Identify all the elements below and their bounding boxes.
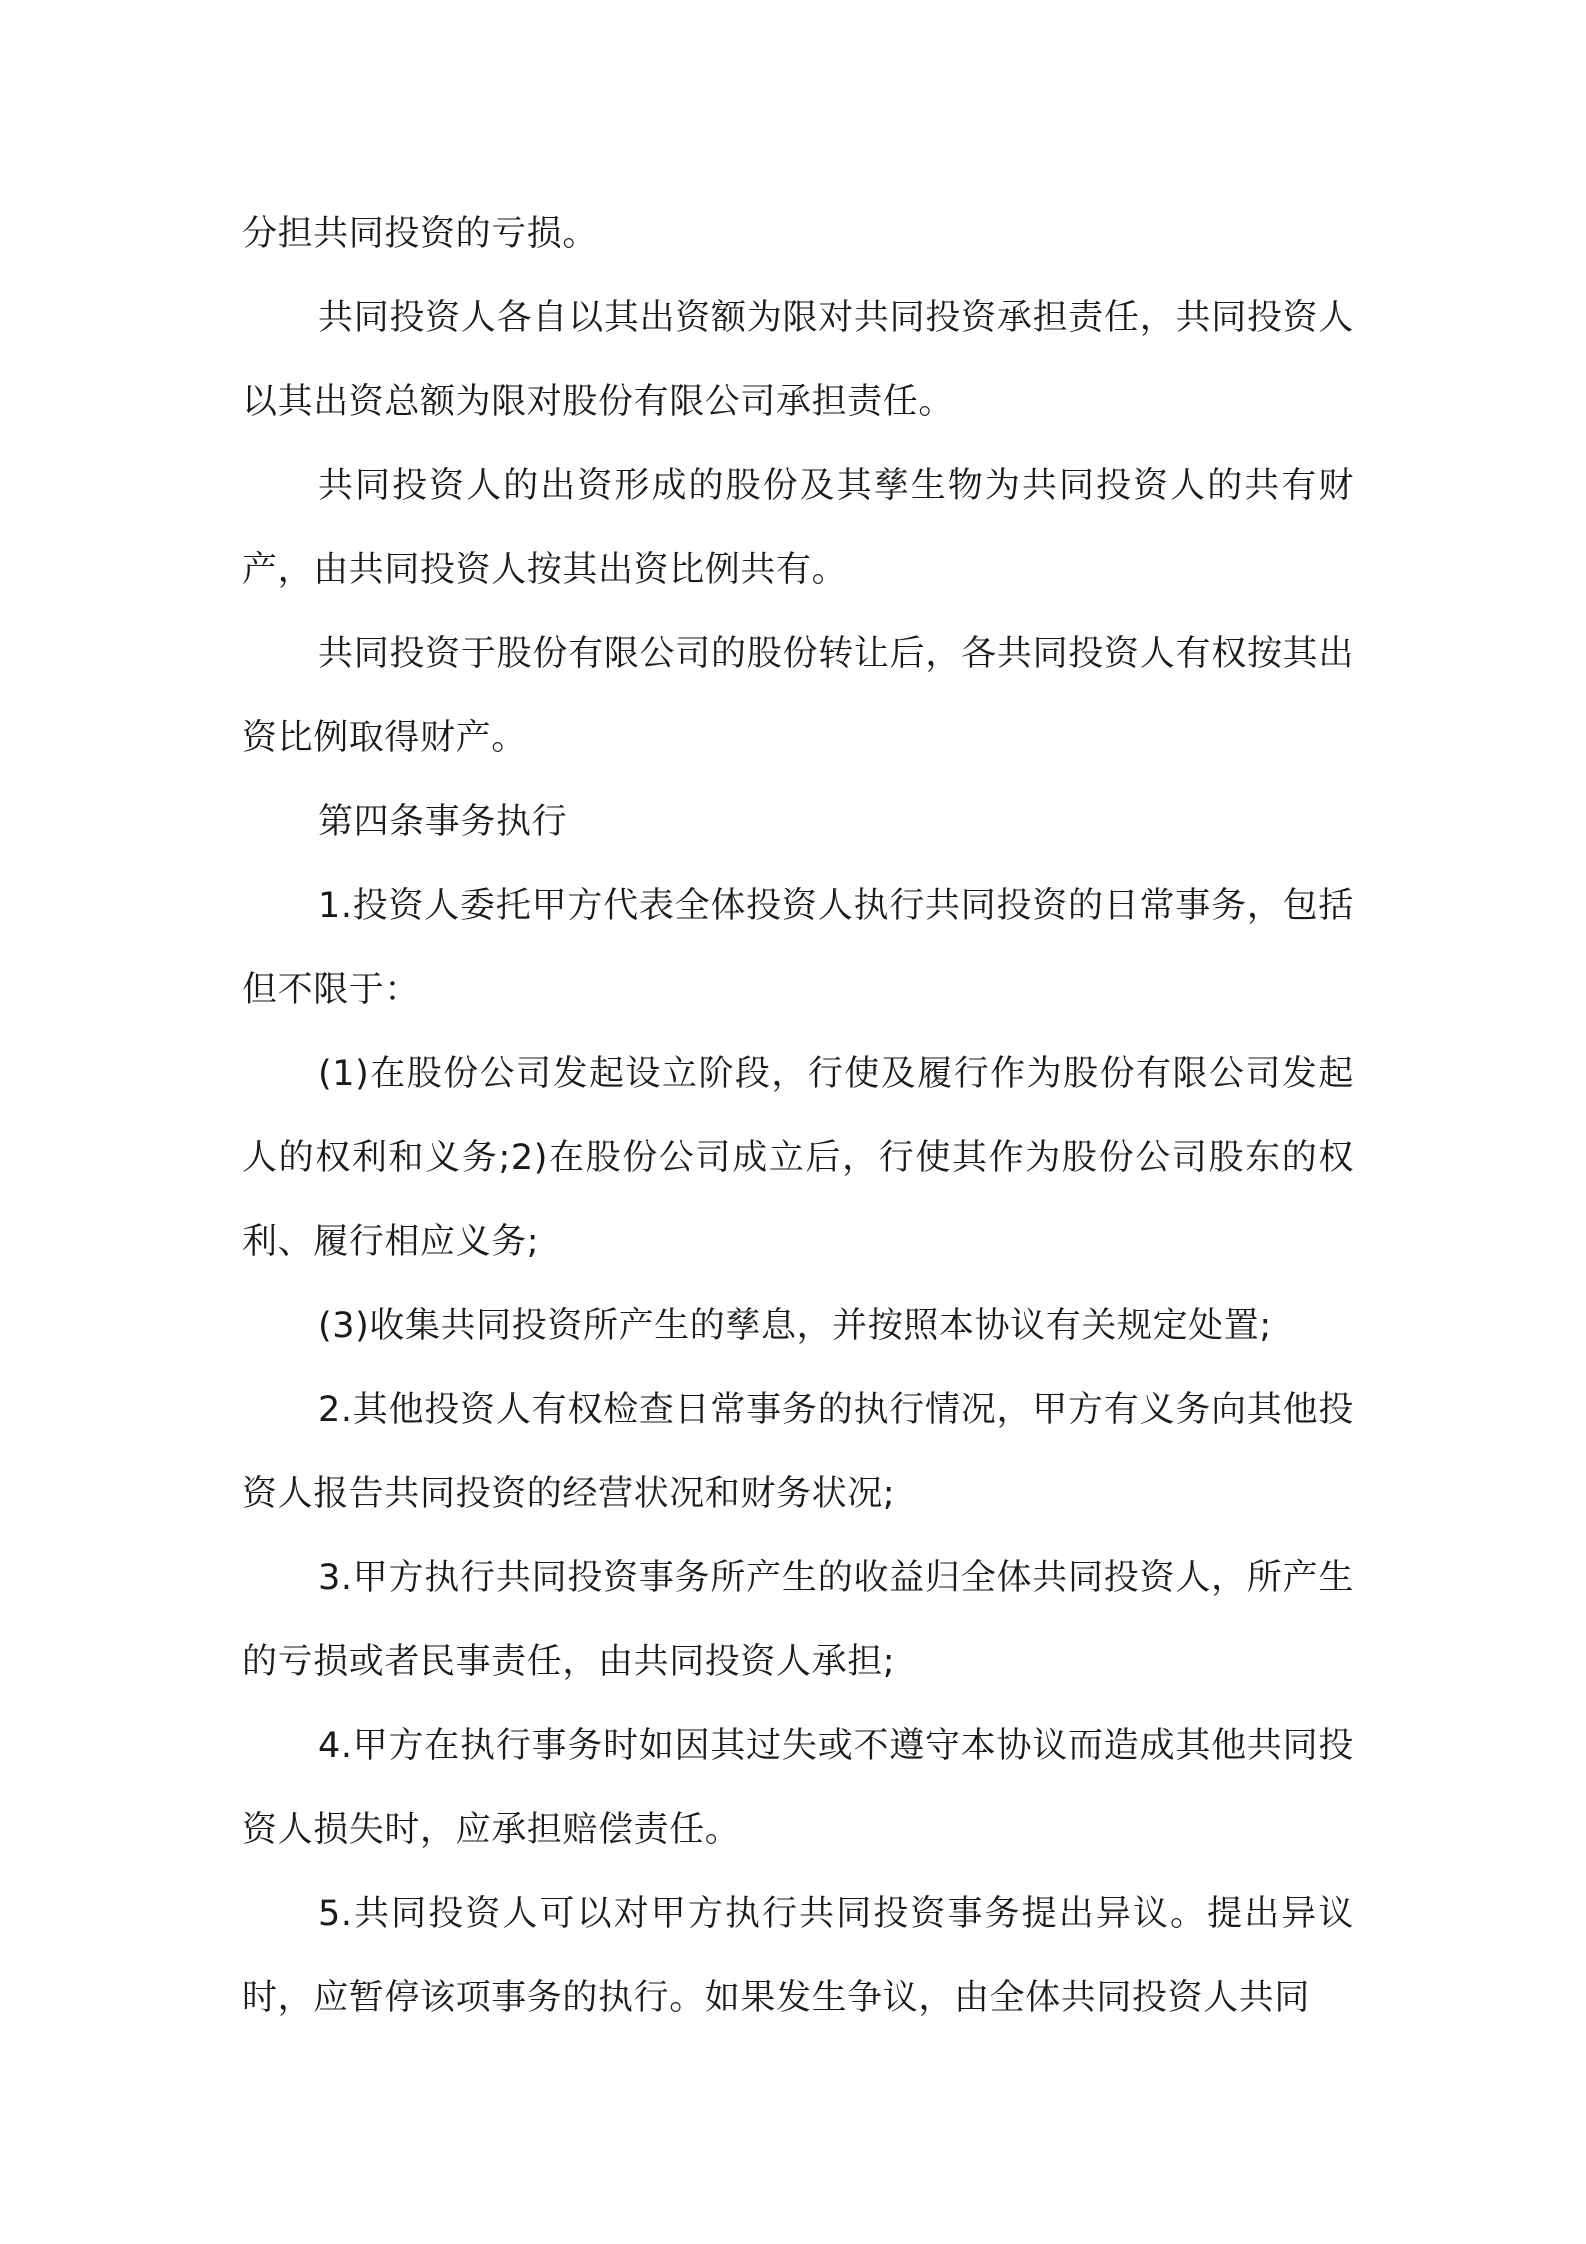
- clause-2-inspection: 2.其他投资人有权检查日常事务的执行情况，甲方有义务向其他投资人报告共同投资的经营状况和财务状况;: [242, 1390, 1354, 1514]
- clause-1-item-3: (3)收集共同投资所产生的孳息，并按照本协议有关规定处置;: [318, 1306, 1272, 1346]
- paragraph-loss-sharing-continued: 分担共同投资的亏损。: [242, 214, 599, 254]
- clause-1-item-1-2: (1)在股份公司发起设立阶段，行使及履行作为股份有限公司发起人的权利和义务;2)在股份公司成立后，行使其作为股份公司股东的权利、履行相应义务;: [242, 1054, 1354, 1262]
- section-heading-article-4: 第四条事务执行: [318, 802, 568, 842]
- clause-4-compensation: 4.甲方在执行事务时如因其过失或不遵守本协议而造成其他共同投资人损失时，应承担赔偿责任。: [242, 1726, 1354, 1850]
- paragraph-share-transfer: 共同投资于股份有限公司的股份转让后，各共同投资人有权按其出资比例取得财产。: [242, 634, 1354, 758]
- paragraph-liability: 共同投资人各自以其出资额为限对共同投资承担责任，共同投资人以其出资总额为限对股份有限公司承担责任。: [242, 298, 1354, 422]
- clause-5-objection: 5.共同投资人可以对甲方执行共同投资事务提出异议。提出异议时，应暂停该项事务的执行。如果发生争议，由全体共同投资人共同: [242, 1894, 1354, 2018]
- clause-1-delegation: 1.投资人委托甲方代表全体投资人执行共同投资的日常事务，包括但不限于：: [242, 886, 1354, 1010]
- paragraph-joint-property: 共同投资人的出资形成的股份及其孳生物为共同投资人的共有财产，由共同投资人按其出资比例共有。: [242, 466, 1354, 590]
- clause-3-income: 3.甲方执行共同投资事务所产生的收益归全体共同投资人，所产生的亏损或者民事责任，由共同投资人承担;: [242, 1558, 1354, 1682]
- document-body: [242, 192, 1354, 2040]
